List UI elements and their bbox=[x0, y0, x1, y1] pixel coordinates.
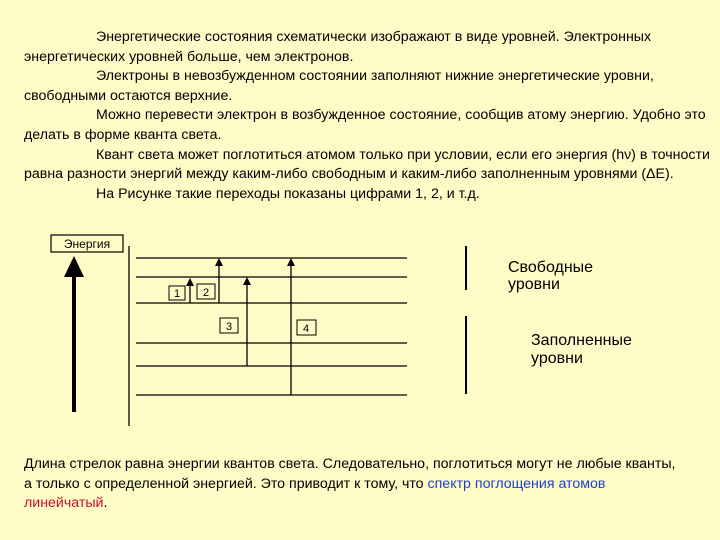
filled-levels-label-line1: Заполненные bbox=[531, 332, 632, 349]
transition-label-4 bbox=[297, 320, 316, 335]
free-levels-label-line1: Свободные bbox=[508, 259, 594, 276]
transition-label-3 bbox=[220, 318, 238, 333]
svg-text:4: 4 bbox=[302, 323, 310, 335]
energy-levels bbox=[136, 258, 407, 395]
paragraph-4: Квант света может поглотиться атомом только при условии, если его энергия (hν) в точности равна разности энергий между каким-либо свободным и каким-либо заполненным уровнями (ΔE). bbox=[24, 146, 710, 183]
energy-label: Энергия bbox=[63, 237, 111, 251]
svg-text:1: 1 bbox=[173, 288, 181, 300]
transition-arrows bbox=[190, 262, 291, 395]
energy-label-box bbox=[51, 235, 123, 252]
paragraph-2: Электроны в невозбужденном состоянии заполняют нижние энергетические уровни, свободными остаются верхние. bbox=[24, 68, 654, 104]
transition-label-2 bbox=[197, 284, 215, 299]
transition-label-1 bbox=[169, 286, 185, 300]
filled-levels-label-line2: уровни bbox=[531, 350, 583, 367]
line-spectrum-highlight: линейчатый bbox=[24, 495, 104, 512]
conclusion-end: . bbox=[103, 495, 108, 512]
conclusion-part1: Длина стрелок равна энергии квантов света. Следовательно, поглотиться могут не любые кванты, а только с определенной энергией. Это приводит к тому, что bbox=[24, 456, 676, 492]
energy-axis-arrow bbox=[64, 256, 84, 412]
spectrum-highlight: спектр поглощения атомов bbox=[427, 475, 606, 492]
paragraph-1: Энергетические состояния схематически изображают в виде уровней. Электронных энергетических уровней больше, чем электронов. bbox=[24, 29, 652, 65]
paragraph-5: На Рисунке такие переходы показаны цифрами 1, 2, и т.д. bbox=[96, 185, 480, 202]
free-levels-label-line2: уровни bbox=[508, 276, 560, 293]
conclusion-text bbox=[24, 455, 684, 514]
svg-text:2: 2 bbox=[202, 287, 210, 299]
paragraph-3: Можно перевести электрон в возбужденное состояние, сообщив атому энергию. Удобно это делать в форме кванта света. bbox=[24, 107, 706, 143]
svg-text:3: 3 bbox=[225, 321, 233, 333]
